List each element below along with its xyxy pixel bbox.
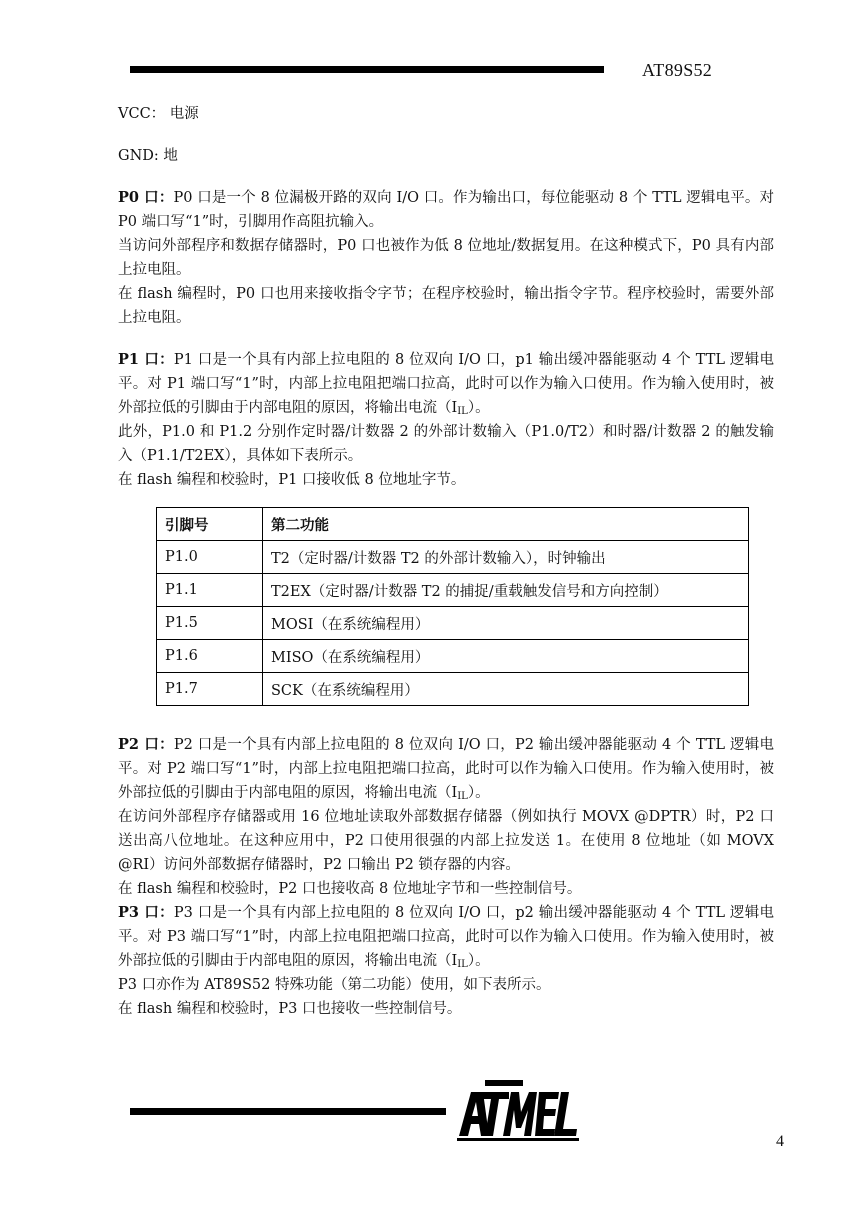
p3-paragraph-1: [118, 901, 774, 973]
p3-subscript: IL: [457, 959, 468, 970]
gnd-line: GND: 地: [118, 148, 178, 164]
p2-paragraph-2: 在访问外部程序存储器或用 16 位地址读取外部数据存储器（例如执行 MOVX @DPTR）时，P2 口送出高八位地址。在这种应用中，P2 口使用很强的内部上拉发送 1。在使用 8 位地址（如 MOVX @RI）访问外部数据存储器时，P2 口输出 P2 锁存器的内容。: [118, 809, 774, 873]
p1-text-1b: ）。: [467, 400, 490, 416]
header-rule: [130, 66, 604, 73]
p0-text-1: P0 口是一个 8 位漏极开路的双向 I/O 口。作为输出口，每位能驱动 8 个 TTL 逻辑电平。对 P0 端口写“1”时，引脚用作高阻抗输入。: [118, 190, 774, 230]
table-cell-function: MOSI（在系统编程用）: [263, 607, 749, 640]
footer-rule: [130, 1108, 446, 1115]
p3-text-1b: ）。: [467, 953, 490, 969]
p2-text-1b: ）。: [467, 785, 490, 801]
table-cell-pin: P1.7: [157, 673, 263, 706]
table-cell-function: T2EX（定时器/计数器 T2 的捕捉/重载触发信号和方向控制）: [263, 574, 749, 607]
table-row: [157, 607, 749, 640]
table-cell-pin: P1.0: [157, 541, 263, 574]
p2-paragraph-3: 在 flash 编程和校验时，P2 口也接收高 8 位地址字节和一些控制信号。: [118, 881, 582, 897]
table-header-row: [157, 508, 749, 541]
p0-paragraph-3: 在 flash 编程时，P0 口也用来接收指令字节；在程序校验时，输出指令字节。程序校验时，需要外部上拉电阻。: [118, 286, 774, 326]
body-text-lower: [118, 733, 774, 1021]
p1-paragraph-1: [118, 348, 774, 420]
p1-text-1a: P1 口是一个具有内部上拉电阻的 8 位双向 I/O 口，p1 输出缓冲器能驱动 4 个 TTL 逻辑电平。对 P1 端口写“1”时，内部上拉电阻把端口拉高，此时可以作为输入口使用。作为输入使用时，被外部拉低的引脚由于内部电阻的原因，将输出电流（I: [118, 352, 774, 416]
table-cell-pin: P1.5: [157, 607, 263, 640]
p2-text-1a: P2 口是一个具有内部上拉电阻的 8 位双向 I/O 口，P2 输出缓冲器能驱动 4 个 TTL 逻辑电平。对 P2 端口写“1”时，内部上拉电阻把端口拉高，此时可以作为输入口使用。作为输入使用时，被外部拉低的引脚由于内部电阻的原因，将输出电流（I: [118, 737, 775, 801]
vcc-line: VCC： 电源: [118, 106, 199, 122]
p0-label: P0 口：: [118, 189, 174, 206]
p3-text-1a: P3 口是一个具有内部上拉电阻的 8 位双向 I/O 口，p2 输出缓冲器能驱动 4 个 TTL 逻辑电平。对 P3 端口写“1”时，内部上拉电阻把端口拉高，此时可以作为输入口使用。作为输入使用时，被外部拉低的引脚由于内部电阻的原因，将输出电流（I: [118, 905, 774, 969]
table-row: [157, 574, 749, 607]
table-row: [157, 541, 749, 574]
atmel-logo: [455, 1078, 583, 1144]
p2-subscript: IL: [457, 791, 468, 802]
page-number: 4: [776, 1133, 784, 1150]
p0-paragraph-1: [118, 186, 774, 234]
table-header-function: 第二功能: [263, 508, 749, 541]
header-title: AT89S52: [642, 60, 713, 80]
table-cell-function: T2（定时器/计数器 T2 的外部计数输入），时钟输出: [263, 541, 749, 574]
p1-label: P1 口：: [118, 351, 174, 368]
body-text-upper: [118, 102, 774, 492]
p2-label: P2 口：: [118, 736, 174, 753]
table-cell-pin: P1.6: [157, 640, 263, 673]
p3-paragraph-3: 在 flash 编程和校验时，P3 口也接收一些控制信号。: [118, 1001, 462, 1017]
p0-paragraph-2: 当访问外部程序和数据存储器时，P0 口也被作为低 8 位地址/数据复用。在这种模式下，P0 具有内部上拉电阻。: [118, 238, 774, 278]
p3-label: P3 口：: [118, 904, 174, 921]
p1-paragraph-3: 在 flash 编程和校验时，P1 口接收低 8 位地址字节。: [118, 472, 466, 488]
p1-subscript: IL: [457, 406, 468, 417]
p1-paragraph-2: 此外，P1.0 和 P1.2 分别作定时器/计数器 2 的外部计数输入（P1.0/T2）和时器/计数器 2 的触发输入（P1.1/T2EX），具体如下表所示。: [118, 424, 774, 464]
p3-paragraph-2: P3 口亦作为 AT89S52 特殊功能（第二功能）使用，如下表所示。: [118, 977, 551, 993]
table-row: [157, 673, 749, 706]
table-header-pin: 引脚号: [157, 508, 263, 541]
table-cell-pin: P1.1: [157, 574, 263, 607]
table-cell-function: MISO（在系统编程用）: [263, 640, 749, 673]
table-cell-function: SCK（在系统编程用）: [263, 673, 749, 706]
p1-function-table: [156, 507, 749, 706]
p2-paragraph-1: [118, 733, 774, 805]
table-row: [157, 640, 749, 673]
